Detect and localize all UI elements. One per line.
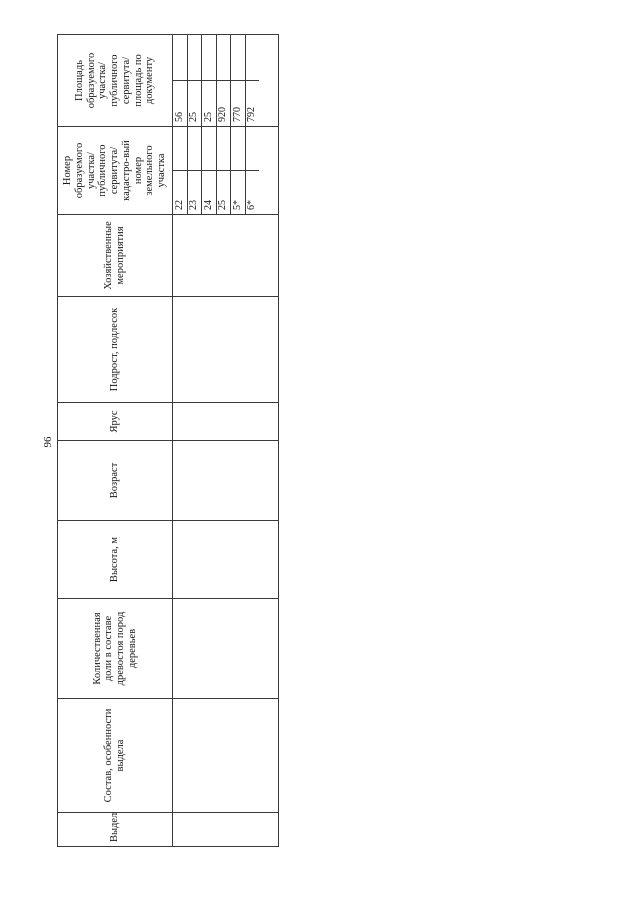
header-parcel-area: Площадь образуемого участка/ публичного сервитута/площадь по документу xyxy=(58,35,173,127)
parcel-area: 792 xyxy=(246,107,258,122)
parcel-area: 920 xyxy=(217,81,232,126)
cell-parcel-areas xyxy=(173,35,279,127)
parcel-area: 25 xyxy=(202,81,217,126)
parcel-area-grid xyxy=(173,35,259,126)
table-header-row xyxy=(58,35,173,847)
parcel-number: 23 xyxy=(188,171,203,214)
header-sostav: Состав, особенности выдела xyxy=(58,699,173,813)
parcel-area: 25 xyxy=(188,81,203,126)
cell-vydel xyxy=(173,813,279,847)
parcel-area: 56 xyxy=(173,81,188,126)
parcel-number: 6* xyxy=(246,200,258,210)
page-number: 96 xyxy=(42,436,54,448)
parcel-number: 24 xyxy=(202,171,217,214)
cell-sostav xyxy=(173,699,279,813)
table-row xyxy=(173,35,279,847)
document-table-container xyxy=(57,35,279,847)
header-vydel: Выдел xyxy=(58,813,173,847)
parcel-number: 25 xyxy=(217,171,232,214)
parcel-area-column xyxy=(173,80,259,126)
header-meropriyatiya: Хозяйственные мероприятия xyxy=(58,215,173,297)
cell-yarus xyxy=(173,403,279,441)
header-doli: Количественная доли в составе древостоя пород деревьев xyxy=(58,599,173,699)
forest-inventory-table xyxy=(57,34,279,847)
header-yarus: Ярус xyxy=(58,403,173,441)
cell-vozrast xyxy=(173,441,279,521)
parcel-area-empty-column xyxy=(173,35,259,80)
parcel-number-grid xyxy=(173,127,259,214)
header-parcel-number: Номер образуемого участка/ публичного сервитута/кадастро-вый номер земельного участка xyxy=(58,127,173,215)
header-podrost: Подрост, подлесок xyxy=(58,297,173,403)
header-vozrast: Возраст xyxy=(58,441,173,521)
cell-podrost xyxy=(173,297,279,403)
header-vysota: Высота, м xyxy=(58,521,173,599)
cell-parcel-numbers xyxy=(173,127,279,215)
parcel-number-column xyxy=(173,170,259,214)
parcel-number: 5* xyxy=(231,171,246,214)
parcel-number: 22 xyxy=(173,171,188,214)
parcel-number-empty-column xyxy=(173,127,259,170)
parcel-area: 770 xyxy=(231,81,246,126)
cell-vysota xyxy=(173,521,279,599)
cell-doli xyxy=(173,599,279,699)
cell-meropriyatiya xyxy=(173,215,279,297)
